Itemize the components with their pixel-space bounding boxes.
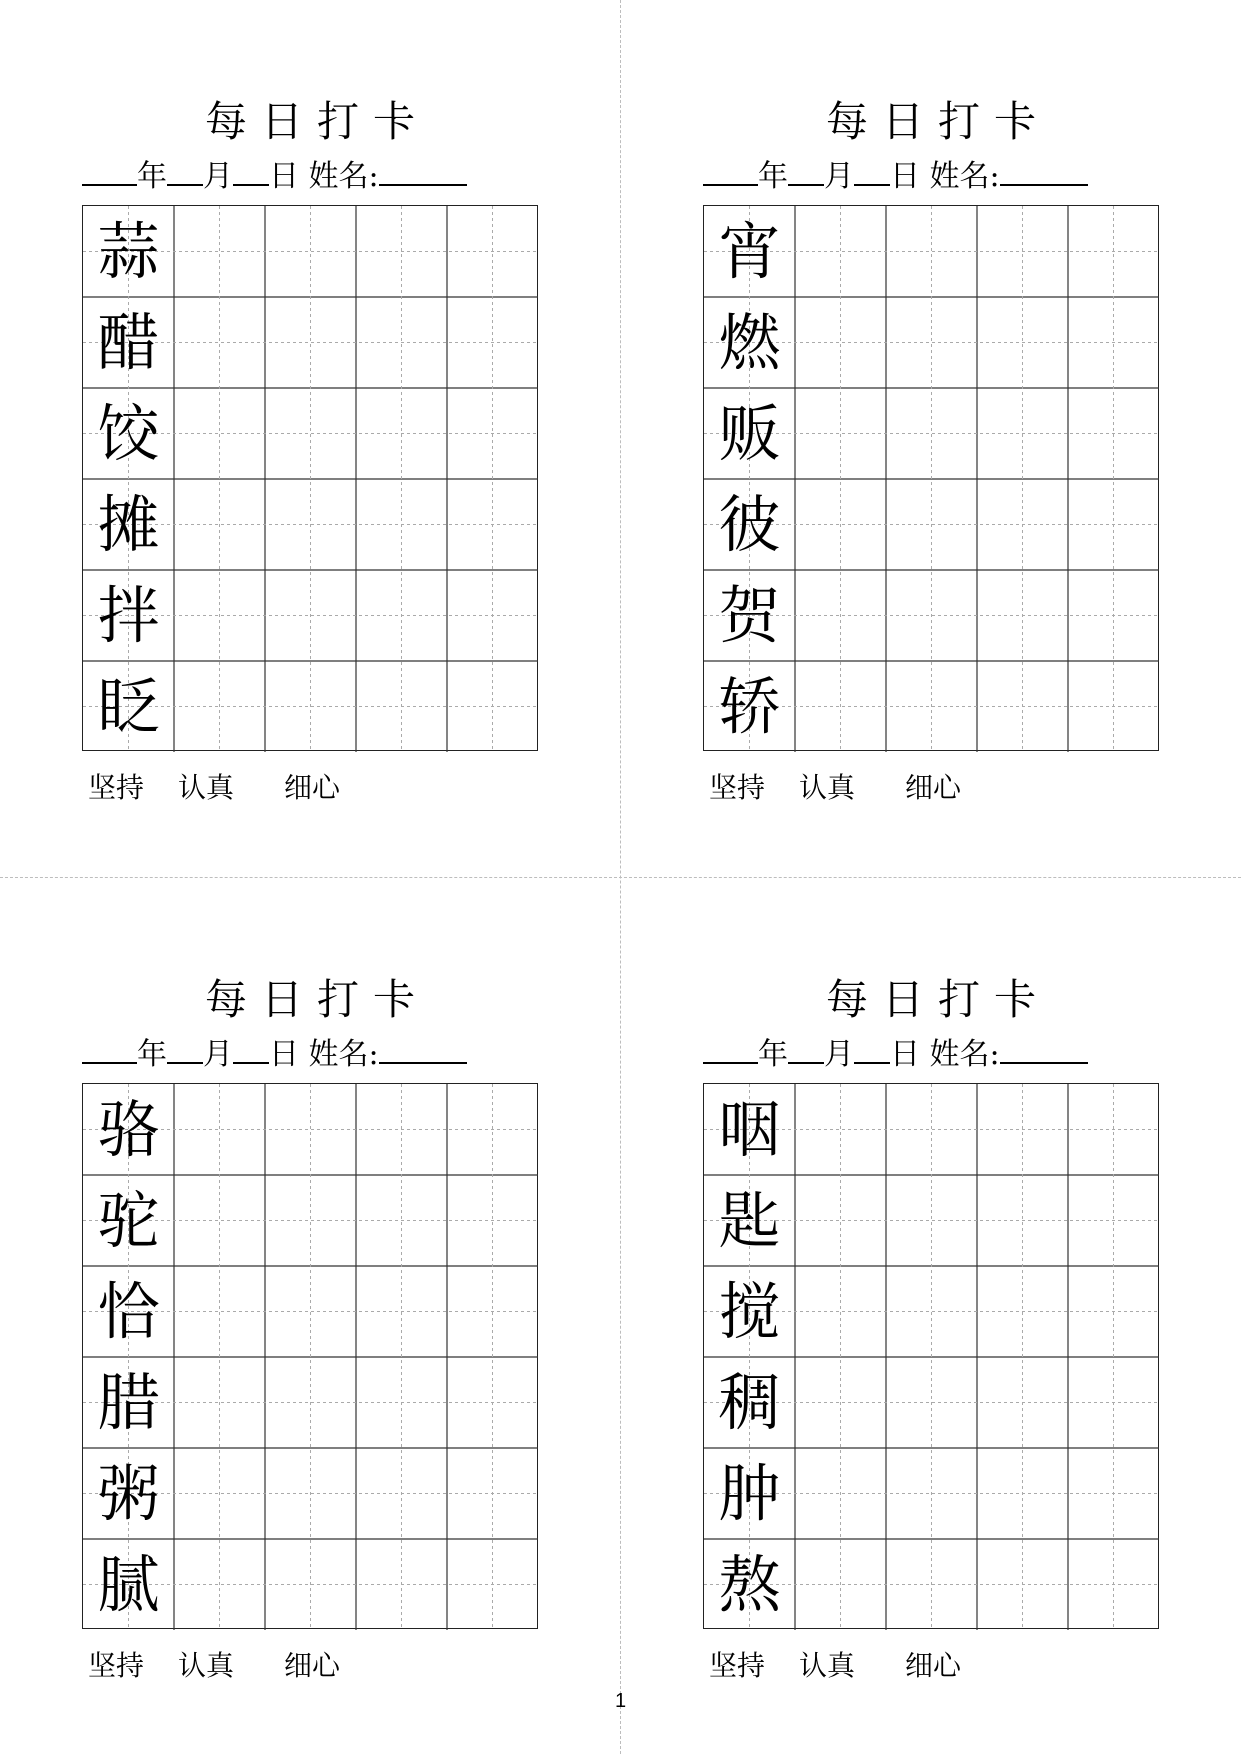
footer-motto xyxy=(88,770,340,806)
year-blank[interactable] xyxy=(703,154,758,186)
month-blank[interactable] xyxy=(788,154,824,186)
model-character: 恰 xyxy=(97,1275,160,1348)
motto-2: 认真 xyxy=(178,1649,235,1682)
date-name-line xyxy=(703,154,1173,197)
model-character: 贺 xyxy=(718,579,781,652)
writing-grid[interactable] xyxy=(703,205,1159,751)
month-label: 月 xyxy=(824,1037,854,1072)
day-blank[interactable] xyxy=(233,154,269,186)
month-label: 月 xyxy=(203,159,233,194)
model-character: 粥 xyxy=(97,1457,160,1530)
day-blank[interactable] xyxy=(233,1032,269,1064)
model-character: 贩 xyxy=(718,397,781,470)
footer-motto xyxy=(88,1648,340,1684)
motto-3: 细心 xyxy=(284,771,341,804)
model-character: 熬 xyxy=(718,1548,781,1621)
model-character: 稠 xyxy=(718,1366,781,1439)
year-blank[interactable] xyxy=(703,1032,758,1064)
motto-1: 坚持 xyxy=(88,771,145,804)
month-blank[interactable] xyxy=(167,154,203,186)
model-character: 醋 xyxy=(97,306,160,379)
name-blank[interactable] xyxy=(1000,154,1088,186)
model-character: 搅 xyxy=(718,1275,781,1348)
practice-card xyxy=(82,970,552,1730)
date-name-line xyxy=(82,154,552,197)
day-label: 日 xyxy=(269,1037,299,1072)
practice-card xyxy=(82,92,552,852)
name-label: 姓名: xyxy=(308,1037,379,1072)
year-label: 年 xyxy=(137,159,167,194)
model-character: 骆 xyxy=(97,1093,160,1166)
month-label: 月 xyxy=(824,159,854,194)
year-label: 年 xyxy=(758,159,788,194)
month-blank[interactable] xyxy=(167,1032,203,1064)
model-character: 燃 xyxy=(718,306,781,379)
date-name-line xyxy=(82,1032,552,1075)
model-character: 驼 xyxy=(97,1184,160,1257)
model-character: 轿 xyxy=(718,670,781,743)
name-label: 姓名: xyxy=(308,159,379,194)
motto-3: 细心 xyxy=(284,1649,341,1682)
model-character: 彼 xyxy=(718,488,781,561)
day-label: 日 xyxy=(890,1037,920,1072)
name-label: 姓名: xyxy=(929,1037,1000,1072)
motto-3: 细心 xyxy=(905,1649,962,1682)
writing-grid[interactable] xyxy=(703,1083,1159,1629)
card-title: 每日打卡 xyxy=(825,975,1050,1024)
day-blank[interactable] xyxy=(854,154,890,186)
practice-card xyxy=(703,92,1173,852)
model-character: 摊 xyxy=(97,488,160,561)
motto-2: 认真 xyxy=(178,771,235,804)
motto-1: 坚持 xyxy=(709,771,766,804)
card-title: 每日打卡 xyxy=(825,97,1050,146)
motto-2: 认真 xyxy=(799,771,856,804)
date-name-line xyxy=(703,1032,1173,1075)
motto-1: 坚持 xyxy=(709,1649,766,1682)
name-blank[interactable] xyxy=(1000,1032,1088,1064)
model-character: 肿 xyxy=(718,1457,781,1530)
writing-grid[interactable] xyxy=(82,205,538,751)
model-character: 咽 xyxy=(718,1093,781,1166)
footer-motto xyxy=(709,1648,961,1684)
day-label: 日 xyxy=(890,159,920,194)
day-label: 日 xyxy=(269,159,299,194)
year-blank[interactable] xyxy=(82,154,137,186)
day-blank[interactable] xyxy=(854,1032,890,1064)
writing-grid[interactable] xyxy=(82,1083,538,1629)
model-character: 匙 xyxy=(718,1184,781,1257)
month-blank[interactable] xyxy=(788,1032,824,1064)
motto-1: 坚持 xyxy=(88,1649,145,1682)
year-blank[interactable] xyxy=(82,1032,137,1064)
name-blank[interactable] xyxy=(379,154,467,186)
page-number: 1 xyxy=(614,1690,627,1712)
month-label: 月 xyxy=(203,1037,233,1072)
name-blank[interactable] xyxy=(379,1032,467,1064)
model-character: 腊 xyxy=(97,1366,160,1439)
year-label: 年 xyxy=(758,1037,788,1072)
card-title: 每日打卡 xyxy=(204,97,429,146)
model-character: 宵 xyxy=(718,215,781,288)
motto-3: 细心 xyxy=(905,771,962,804)
model-character: 蒜 xyxy=(97,215,160,288)
horizontal-cut-line xyxy=(0,877,1241,878)
footer-motto xyxy=(709,770,961,806)
model-character: 眨 xyxy=(97,670,160,743)
name-label: 姓名: xyxy=(929,159,1000,194)
year-label: 年 xyxy=(137,1037,167,1072)
motto-2: 认真 xyxy=(799,1649,856,1682)
model-character: 拌 xyxy=(97,579,160,652)
card-title: 每日打卡 xyxy=(204,975,429,1024)
model-character: 饺 xyxy=(97,397,160,470)
model-character: 腻 xyxy=(97,1548,160,1621)
practice-card xyxy=(703,970,1173,1730)
